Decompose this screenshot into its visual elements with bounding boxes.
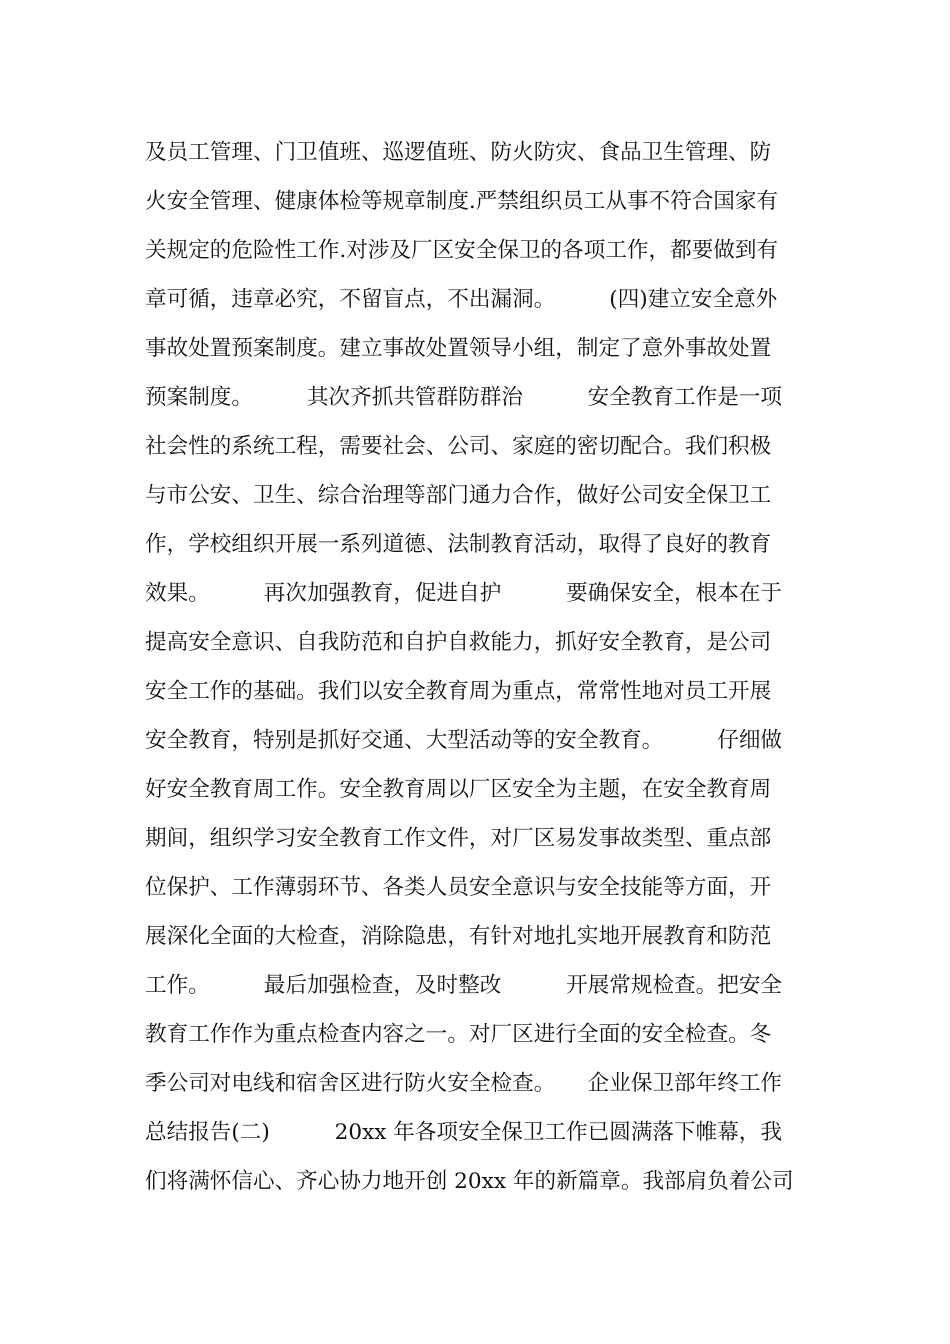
text-line: 期间，组织学习安全教育工作文件，对厂区易发事故类型、重点部: [145, 826, 772, 851]
text-line: 安全教育，特别是抓好交通、大型活动等的安全教育。 仔细做: [145, 728, 783, 753]
text-line: 章可循，违章必究，不留盲点，不出漏洞。 (四)建立安全意外: [145, 287, 778, 312]
text-line: 效果。 再次加强教育，促进自护 要确保安全，根本在于: [145, 581, 783, 606]
text-line: 总结报告(二) 20xx 年各项安全保卫工作已圆满落下帷幕，我: [145, 1120, 782, 1145]
text-line: 好安全教育周工作。安全教育周以厂区安全为主题，在安全教育周: [145, 777, 772, 802]
text-line: 展深化全面的大检查，消除隐患，有针对地扎实地开展教育和防范: [145, 924, 772, 949]
text-line: 社会性的系统工程，需要社会、公司、家庭的密切配合。我们积极: [145, 434, 772, 459]
text-line: 及员工管理、门卫值班、巡逻值班、防火防灾、食品卫生管理、防: [145, 140, 772, 165]
text-line: 预案制度。 其次齐抓共管群防群治 安全教育工作是一项: [145, 385, 783, 410]
text-line: 季公司对电线和宿舍区进行防火安全检查。 企业保卫部年终工作: [145, 1071, 783, 1096]
text-line: 安全工作的基础。我们以安全教育周为重点，常常性地对员工开展: [145, 679, 772, 704]
text-line: 位保护、工作薄弱环节、各类人员安全意识与安全技能等方面，开: [145, 875, 772, 900]
text-line: 作，学校组织开展一系列道德、法制教育活动，取得了良好的教育: [145, 532, 772, 557]
text-line: 事故处置预案制度。建立事故处置领导小组，制定了意外事故处置: [145, 336, 772, 361]
text-line: 教育工作作为重点检查内容之一。对厂区进行全面的安全检查。冬: [145, 1022, 772, 1047]
text-line: 火安全管理、健康体检等规章制度.严禁组织员工从事不符合国家有: [145, 189, 779, 214]
text-line: 工作。 最后加强检查，及时整改 开展常规检查。把安全: [145, 973, 783, 998]
text-line: 提高安全意识、自我防范和自护自救能力，抓好安全教育，是公司: [145, 630, 772, 655]
text-line: 关规定的危险性工作.对涉及厂区安全保卫的各项工作，都要做到有: [145, 238, 779, 263]
text-line: 们将满怀信心、齐心协力地开创 20xx 年的新篇章。我部肩负着公司: [145, 1169, 794, 1194]
text-line: 与市公安、卫生、综合治理等部门通力合作，做好公司安全保卫工: [145, 483, 772, 508]
body-text: [145, 128, 810, 1206]
